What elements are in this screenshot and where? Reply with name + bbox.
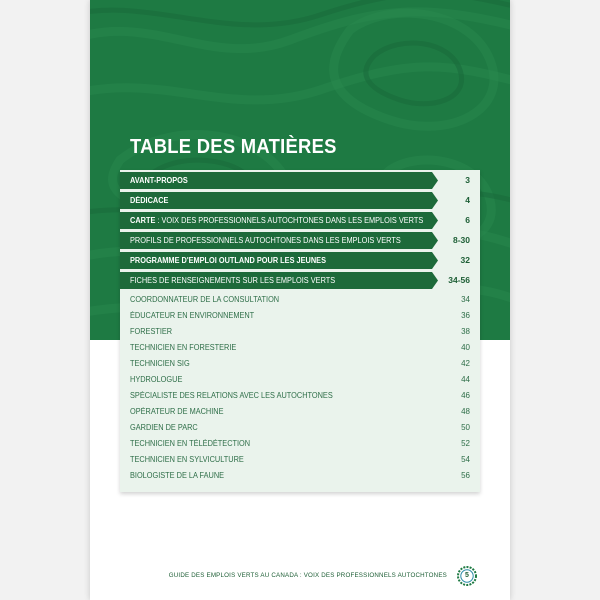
toc-main-entry[interactable]	[120, 232, 480, 249]
entry-label: TECHNICIEN EN SYLVICULTURE	[130, 455, 244, 464]
entry-label: PROFILS DE PROFESSIONNELS AUTOCHTONES DANS LES EMPLOIS VERTS	[130, 236, 401, 245]
entry-page-number: 4	[465, 195, 470, 205]
entry-label: AVANT-PROPOS	[130, 176, 188, 185]
entry-label: BIOLOGISTE DE LA FAUNE	[130, 471, 225, 480]
entry-label: SPÉCIALISTE DES RELATIONS AVEC LES AUTOCHTONES	[130, 391, 333, 400]
toc-sub-entry[interactable]	[120, 293, 480, 307]
entry-label: COORDONNATEUR DE LA CONSULTATION	[130, 295, 280, 304]
entry-page-number: 44	[461, 375, 470, 384]
entry-label: TECHNICIEN EN FORESTERIE	[130, 343, 237, 352]
toc-sub-entry[interactable]	[120, 373, 480, 387]
entry-page-number: 48	[461, 407, 470, 416]
entry-page-number: 3	[465, 175, 470, 185]
toc-main-entry[interactable]	[120, 272, 480, 289]
entry-label	[130, 212, 423, 229]
entry-label: DÉDICACE	[130, 196, 169, 205]
entry-page-number: 38	[461, 327, 470, 336]
entry-page-number: 56	[461, 471, 470, 480]
entry-page-number: 6	[465, 215, 470, 225]
entry-page-number: 40	[461, 343, 470, 352]
page-footer: GUIDE DES EMPLOIS VERTS AU CANADA : VOIX DES PROFESSIONNELS AUTOCHTONES	[168, 572, 447, 579]
toc-sub-entry[interactable]	[120, 405, 480, 419]
entry-page-number: 8-30	[452, 235, 470, 245]
entry-page-number: 52	[461, 439, 470, 448]
toc-sub-entry[interactable]	[120, 309, 480, 323]
toc-sub-entry[interactable]	[120, 325, 480, 339]
entry-label: FICHES DE RENSEIGNEMENTS SUR LES EMPLOIS VERTS	[130, 276, 336, 285]
page-title: TABLE DES MATIÈRES	[130, 136, 337, 158]
document-page	[90, 0, 510, 600]
toc-sub-entry[interactable]	[120, 421, 480, 435]
toc-sub-entry[interactable]	[120, 453, 480, 467]
entry-page-number: 50	[461, 423, 470, 432]
entry-page-number: 34-56	[448, 275, 470, 285]
entry-page-number: 54	[461, 455, 470, 464]
toc-main-entry[interactable]	[120, 192, 480, 209]
toc-sub-entry[interactable]	[120, 469, 480, 483]
entry-page-number: 32	[460, 255, 470, 265]
toc-sub-entry[interactable]	[120, 341, 480, 355]
entry-page-number: 36	[461, 311, 470, 320]
table-of-contents	[120, 170, 480, 492]
entry-label: ÉDUCATEUR EN ENVIRONNEMENT	[130, 311, 255, 320]
entry-label: TECHNICIEN SIG	[130, 359, 190, 368]
entry-label: OPÉRATEUR DE MACHINE	[130, 407, 224, 416]
entry-label-rest: : VOIX DES PROFESSIONNELS AUTOCHTONES DANS LES EMPLOIS VERTS	[155, 216, 424, 225]
toc-sub-entry[interactable]	[120, 357, 480, 371]
toc-sub-entry[interactable]	[120, 389, 480, 403]
toc-main-entry[interactable]	[120, 172, 480, 189]
toc-main-entry[interactable]	[120, 212, 480, 229]
entry-label-bold: CARTE	[130, 216, 156, 225]
entry-label: FORESTIER	[130, 327, 173, 336]
entry-label: TECHNICIEN EN TÉLÉDÉTECTION	[130, 439, 251, 448]
page-number-badge	[457, 566, 477, 586]
toc-sub-entry[interactable]	[120, 437, 480, 451]
entry-page-number: 46	[461, 391, 470, 400]
entry-page-number: 42	[461, 359, 470, 368]
entry-label: HYDROLOGUE	[130, 375, 183, 384]
entry-label: PROGRAMME D'EMPLOI OUTLAND POUR LES JEUNES	[130, 256, 326, 265]
entry-label: GARDIEN DE PARC	[130, 423, 198, 432]
page-number: 5	[465, 572, 469, 579]
entry-page-number: 34	[461, 295, 470, 304]
toc-main-entry[interactable]	[120, 252, 480, 269]
